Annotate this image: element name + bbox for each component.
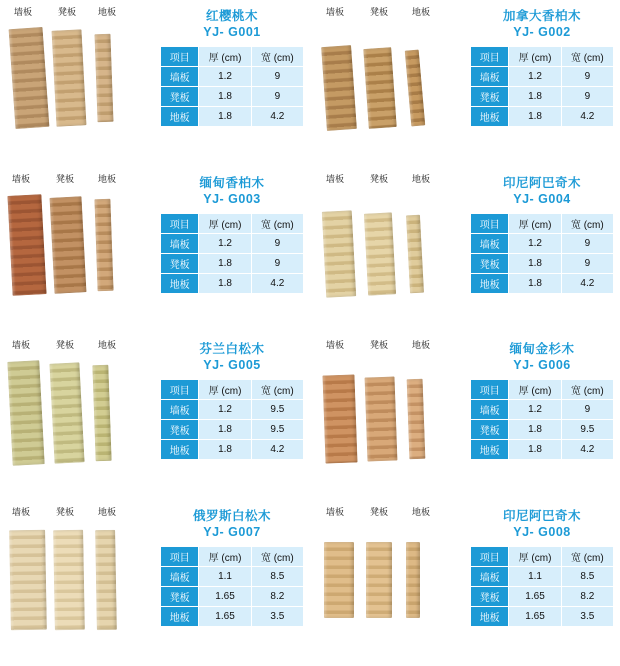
spec-table xyxy=(160,213,304,294)
width-value: 9 xyxy=(561,233,613,253)
thickness-value: 1.8 xyxy=(509,253,561,273)
sample-label: 墙板 xyxy=(12,340,31,350)
board-sample xyxy=(7,194,46,296)
width-value: 9 xyxy=(251,253,303,273)
sample-label: 凳板 xyxy=(370,173,389,184)
table-header-row xyxy=(471,47,614,67)
sample-label-row xyxy=(6,173,156,187)
sample-label-row xyxy=(6,339,156,353)
board-sample xyxy=(366,542,392,618)
product-info xyxy=(466,339,614,500)
sample-label: 墙板 xyxy=(326,340,345,350)
sample-label: 墙板 xyxy=(326,7,345,17)
thickness-value: 1.8 xyxy=(199,87,251,107)
sample-photo-group xyxy=(316,339,466,500)
sample-label: 凳板 xyxy=(56,340,75,350)
sample-label-row xyxy=(316,173,466,187)
row-header: 墙板 xyxy=(471,566,509,586)
width-value: 8.5 xyxy=(251,566,303,586)
column-header: 厚 (cm) xyxy=(509,213,561,233)
sample-label: 墙板 xyxy=(326,506,345,517)
board-images xyxy=(316,355,466,487)
spec-table xyxy=(470,546,614,627)
sample-label: 地板 xyxy=(412,7,431,17)
row-header: 地板 xyxy=(471,606,509,626)
product-card xyxy=(310,333,620,500)
product-info xyxy=(156,6,304,167)
product-card xyxy=(0,500,310,666)
column-header: 厚 (cm) xyxy=(509,546,561,566)
board-sample xyxy=(94,198,113,291)
thickness-value: 1.2 xyxy=(199,400,251,420)
product-name: 俄罗斯白松木 xyxy=(192,508,271,523)
product-name: 芬兰白松木 xyxy=(199,342,265,356)
board-sample xyxy=(322,210,356,297)
thickness-value: 1.65 xyxy=(509,606,561,626)
width-value: 9.5 xyxy=(561,420,613,440)
product-info xyxy=(156,339,304,500)
board-images xyxy=(6,22,156,154)
sample-photo-group xyxy=(6,173,156,334)
sample-label: 地板 xyxy=(98,7,117,17)
table-row xyxy=(161,440,304,460)
table-row xyxy=(161,566,304,586)
product-name: 红樱桃木 xyxy=(205,9,258,23)
product-code: YJ- G006 xyxy=(513,358,571,372)
board-sample xyxy=(363,47,397,129)
thickness-value: 1.65 xyxy=(509,586,561,606)
table-row xyxy=(161,273,304,293)
row-header: 凳板 xyxy=(161,253,199,273)
row-header: 墙板 xyxy=(161,67,199,87)
column-header: 宽 (cm) xyxy=(251,546,303,566)
board-sample xyxy=(406,542,420,618)
sample-label: 地板 xyxy=(98,506,117,517)
table-row xyxy=(161,606,304,626)
product-card xyxy=(0,0,310,167)
board-sample xyxy=(405,50,426,127)
width-value: 8.2 xyxy=(561,586,613,606)
width-value: 4.2 xyxy=(251,107,303,127)
board-sample xyxy=(365,377,398,462)
board-images xyxy=(316,22,466,154)
thickness-value: 1.65 xyxy=(199,606,251,626)
width-value: 4.2 xyxy=(561,440,613,460)
product-code: YJ- G007 xyxy=(203,524,261,539)
table-row xyxy=(471,440,614,460)
product-name: 缅甸金杉木 xyxy=(509,342,575,356)
thickness-value: 1.8 xyxy=(509,440,561,460)
sample-label: 墙板 xyxy=(326,173,345,184)
width-value: 3.5 xyxy=(251,606,303,626)
table-row xyxy=(161,586,304,606)
product-code: YJ- G008 xyxy=(513,524,571,539)
sample-photo-group xyxy=(6,6,156,167)
sample-label-row xyxy=(6,6,156,20)
thickness-value: 1.65 xyxy=(199,586,251,606)
width-value: 4.2 xyxy=(561,273,613,293)
product-card xyxy=(0,167,310,334)
width-value: 9.5 xyxy=(251,400,303,420)
sample-label: 凳板 xyxy=(370,7,389,17)
row-header: 地板 xyxy=(471,440,509,460)
table-row xyxy=(471,253,614,273)
column-header: 宽 (cm) xyxy=(561,546,613,566)
sample-label: 地板 xyxy=(412,340,431,350)
table-row xyxy=(471,400,614,420)
table-row xyxy=(471,67,614,87)
board-images xyxy=(6,189,156,321)
sample-label-row xyxy=(316,6,466,20)
column-header: 宽 (cm) xyxy=(561,213,613,233)
sample-label: 凳板 xyxy=(56,506,75,517)
table-row xyxy=(471,606,614,626)
column-header: 宽 (cm) xyxy=(251,380,303,400)
row-header: 地板 xyxy=(471,273,509,293)
thickness-value: 1.8 xyxy=(199,273,251,293)
sample-photo-group xyxy=(6,339,156,500)
thickness-value: 1.8 xyxy=(509,420,561,440)
board-sample xyxy=(364,212,396,295)
board-sample xyxy=(49,362,84,463)
sample-label: 凳板 xyxy=(370,506,389,517)
row-header: 墙板 xyxy=(161,233,199,253)
column-header: 厚 (cm) xyxy=(199,546,251,566)
sample-label: 墙板 xyxy=(12,506,31,517)
thickness-value: 1.1 xyxy=(509,566,561,586)
thickness-value: 1.2 xyxy=(509,400,561,420)
spec-table xyxy=(160,379,304,460)
sample-label: 凳板 xyxy=(370,340,389,350)
table-row xyxy=(471,107,614,127)
product-info xyxy=(156,506,304,666)
width-value: 9 xyxy=(251,67,303,87)
width-value: 4.2 xyxy=(251,440,303,460)
sample-label: 地板 xyxy=(412,173,431,184)
sample-label-row xyxy=(6,506,156,520)
row-header: 凳板 xyxy=(161,586,199,606)
column-header: 宽 (cm) xyxy=(561,380,613,400)
board-sample xyxy=(407,379,426,460)
spec-table xyxy=(470,213,614,294)
thickness-value: 1.8 xyxy=(509,87,561,107)
width-value: 8.5 xyxy=(561,566,613,586)
column-header: 厚 (cm) xyxy=(509,380,561,400)
width-value: 8.2 xyxy=(251,586,303,606)
sample-label: 地板 xyxy=(98,173,117,184)
table-row xyxy=(471,566,614,586)
thickness-value: 1.8 xyxy=(509,273,561,293)
sample-label: 凳板 xyxy=(58,7,77,17)
board-sample xyxy=(7,360,44,466)
row-header: 凳板 xyxy=(471,586,509,606)
row-header: 凳板 xyxy=(161,87,199,107)
row-header: 墙板 xyxy=(471,400,509,420)
row-header: 凳板 xyxy=(161,420,199,440)
product-code: YJ- G003 xyxy=(203,191,261,206)
board-sample xyxy=(324,542,354,618)
spec-table xyxy=(160,546,304,627)
thickness-value: 1.2 xyxy=(509,233,561,253)
sample-label-row xyxy=(316,506,466,520)
column-header: 宽 (cm) xyxy=(251,213,303,233)
table-header-row xyxy=(161,546,304,566)
sample-photo-group xyxy=(316,506,466,666)
width-value: 9.5 xyxy=(251,420,303,440)
product-info xyxy=(466,173,614,334)
board-sample xyxy=(322,374,357,463)
table-row xyxy=(161,87,304,107)
column-header: 厚 (cm) xyxy=(199,47,251,67)
column-header: 厚 (cm) xyxy=(199,213,251,233)
product-name: 印尼阿巴奇木 xyxy=(502,175,581,190)
sample-photo-group xyxy=(316,173,466,334)
width-value: 9 xyxy=(561,87,613,107)
sample-label: 地板 xyxy=(412,506,431,517)
column-header: 项目 xyxy=(161,546,199,566)
board-sample xyxy=(321,45,357,131)
board-sample xyxy=(94,34,113,123)
spec-table xyxy=(470,379,614,460)
table-row xyxy=(471,87,614,107)
product-code: YJ- G005 xyxy=(203,358,261,372)
board-sample xyxy=(92,365,111,461)
column-header: 宽 (cm) xyxy=(251,47,303,67)
column-header: 项目 xyxy=(471,213,509,233)
board-sample xyxy=(95,529,117,629)
spec-table xyxy=(470,46,614,127)
board-images xyxy=(316,189,466,321)
row-header: 墙板 xyxy=(471,67,509,87)
product-card xyxy=(310,0,620,167)
table-header-row xyxy=(161,380,304,400)
table-row xyxy=(161,107,304,127)
row-header: 凳板 xyxy=(471,420,509,440)
sample-label-row xyxy=(316,339,466,353)
column-header: 项目 xyxy=(161,380,199,400)
thickness-value: 1.2 xyxy=(199,233,251,253)
sample-label: 墙板 xyxy=(12,173,31,184)
column-header: 项目 xyxy=(471,546,509,566)
row-header: 地板 xyxy=(471,107,509,127)
sample-label: 地板 xyxy=(98,340,117,350)
column-header: 项目 xyxy=(471,47,509,67)
width-value: 9 xyxy=(251,233,303,253)
sample-label: 凳板 xyxy=(56,173,75,184)
table-header-row xyxy=(161,47,304,67)
table-row xyxy=(471,273,614,293)
row-header: 地板 xyxy=(161,107,199,127)
board-sample xyxy=(9,27,50,129)
row-header: 地板 xyxy=(161,606,199,626)
width-value: 9 xyxy=(561,400,613,420)
product-name: 印尼阿巴奇木 xyxy=(502,508,581,523)
table-row xyxy=(471,420,614,440)
width-value: 3.5 xyxy=(561,606,613,626)
sample-photo-group xyxy=(316,6,466,167)
table-row xyxy=(161,400,304,420)
table-row xyxy=(161,233,304,253)
width-value: 9 xyxy=(561,253,613,273)
table-row xyxy=(471,586,614,606)
table-header-row xyxy=(161,213,304,233)
width-value: 9 xyxy=(251,87,303,107)
product-info xyxy=(466,6,614,167)
table-header-row xyxy=(471,546,614,566)
board-images xyxy=(316,522,466,654)
row-header: 墙板 xyxy=(161,400,199,420)
board-images xyxy=(6,355,156,487)
column-header: 厚 (cm) xyxy=(199,380,251,400)
board-sample xyxy=(406,214,424,293)
board-sample xyxy=(53,529,85,630)
product-card xyxy=(0,333,310,500)
thickness-value: 1.1 xyxy=(199,566,251,586)
thickness-value: 1.8 xyxy=(199,420,251,440)
product-code: YJ- G002 xyxy=(513,25,571,39)
product-name: 加拿大香柏木 xyxy=(502,9,581,23)
product-info xyxy=(156,173,304,334)
table-header-row xyxy=(471,213,614,233)
row-header: 地板 xyxy=(161,440,199,460)
sample-label: 墙板 xyxy=(14,7,33,17)
thickness-value: 1.2 xyxy=(509,67,561,87)
thickness-value: 1.8 xyxy=(199,107,251,127)
product-info xyxy=(466,506,614,666)
board-images xyxy=(6,522,156,654)
thickness-value: 1.8 xyxy=(509,107,561,127)
table-row xyxy=(161,67,304,87)
table-header-row xyxy=(471,380,614,400)
thickness-value: 1.2 xyxy=(199,67,251,87)
product-code: YJ- G004 xyxy=(513,191,571,206)
spec-table xyxy=(160,46,304,127)
thickness-value: 1.8 xyxy=(199,253,251,273)
row-header: 墙板 xyxy=(471,233,509,253)
width-value: 9 xyxy=(561,67,613,87)
board-sample xyxy=(52,29,87,126)
row-header: 墙板 xyxy=(161,566,199,586)
table-row xyxy=(161,420,304,440)
table-row xyxy=(471,233,614,253)
product-card xyxy=(310,167,620,334)
column-header: 项目 xyxy=(161,47,199,67)
sample-photo-group xyxy=(6,506,156,666)
thickness-value: 1.8 xyxy=(199,440,251,460)
row-header: 凳板 xyxy=(471,87,509,107)
board-sample xyxy=(9,529,47,630)
board-sample xyxy=(50,196,87,294)
product-code: YJ- G001 xyxy=(203,25,261,39)
column-header: 项目 xyxy=(161,213,199,233)
product-card xyxy=(310,500,620,666)
product-name: 缅甸香柏木 xyxy=(199,175,265,190)
table-row xyxy=(161,253,304,273)
column-header: 宽 (cm) xyxy=(561,47,613,67)
row-header: 凳板 xyxy=(471,253,509,273)
width-value: 4.2 xyxy=(251,273,303,293)
column-header: 厚 (cm) xyxy=(509,47,561,67)
row-header: 地板 xyxy=(161,273,199,293)
column-header: 项目 xyxy=(471,380,509,400)
width-value: 4.2 xyxy=(561,107,613,127)
